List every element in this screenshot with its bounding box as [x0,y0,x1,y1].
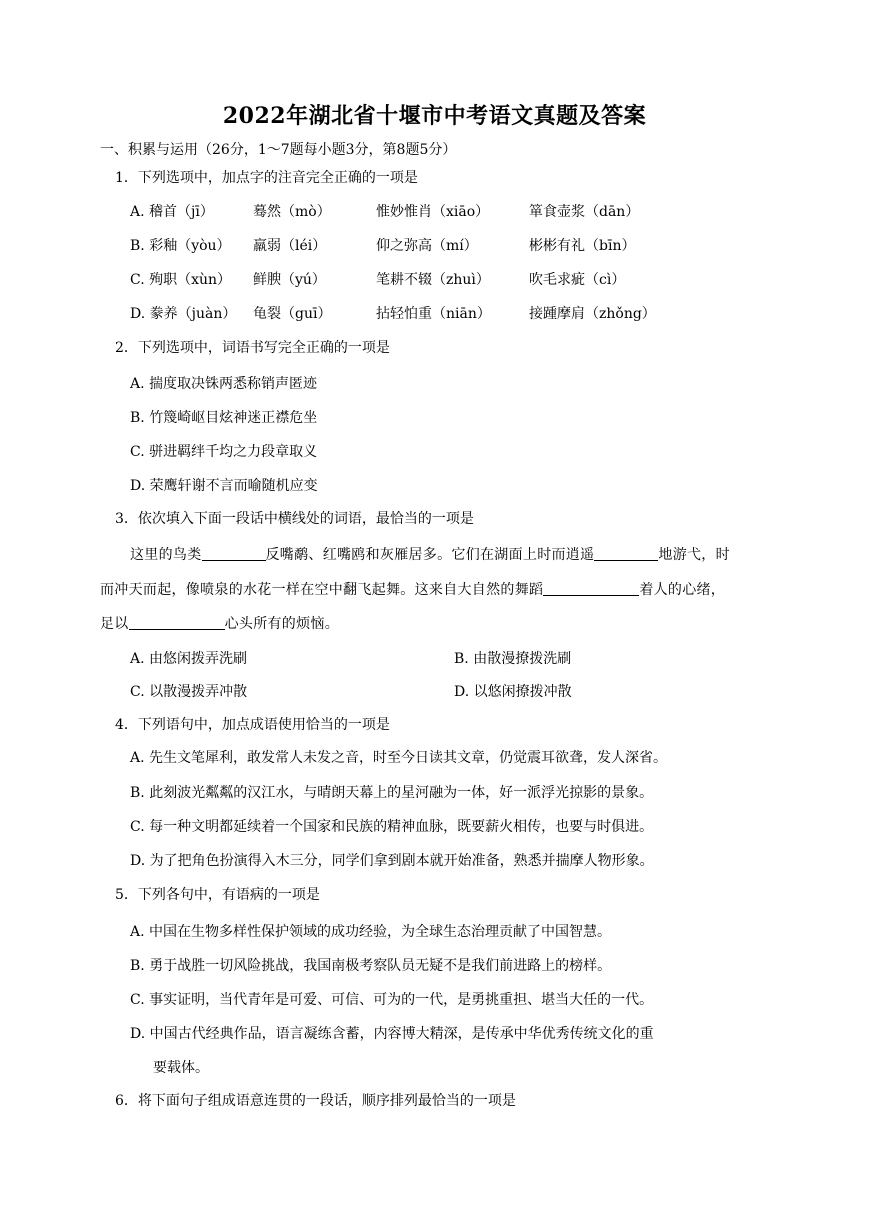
question-4-option-c: C. 每一种文明都延续着一个国家和民族的精神血脉，既要薪火相传，也要与时俱进。 [130,819,654,835]
question-3-passage-line-1 [130,543,730,567]
q3-text-2b: 着人的心绪， [639,582,726,598]
question-2-option-d: D. 荣鹰轩谢不言而喻随机应变 [130,478,318,494]
q3-text-3a: 足以 [100,616,129,632]
question-4-option-d: D. 为了把角色扮演得入木三分，同学们拿到剧本就开始准备，熟悉并揣摩人物形象。 [130,853,654,869]
q3-blank-1 [202,544,266,561]
page-title: 2022年湖北省十堰市中考语文真题及答案 [222,103,647,129]
question-3-stem: 3．依次填入下面一段话中横线处的词语，最恰当的一项是 [115,511,474,527]
question-4-option-a: A. 先生文笔犀利，敢发常人未发之音，时至今日读其文章，仍觉震耳欲聋，发人深省。 [130,750,668,766]
q1-c-item-4: 吹毛求疵（cì） [529,272,626,288]
question-4-stem: 4．下列语句中，加点成语使用恰当的一项是 [115,717,390,733]
q1-a-item-4: 箪食壶浆（dān） [529,204,640,220]
q3-text-1c: 地游弋，时 [658,547,730,563]
question-3-option-b: B. 由散漫撩拨洗刷 [454,651,572,667]
q1-d-item-1: D. 豢养（juàn） [130,306,237,322]
question-3-option-d: D. 以悠闲撩拨冲散 [454,684,572,700]
question-5-option-d-continued: 要载体。 [153,1060,209,1076]
q3-blank-3 [543,579,639,596]
q1-a-item-1: A. 稽首（jī） [130,204,214,220]
q1-c-item-2: 鲜腴（yú） [253,272,326,288]
q3-blank-4 [129,613,225,630]
q3-text-1b: 反嘴鹬、红嘴鸥和灰雁居多。它们在湖面上时而逍遥 [265,547,595,563]
q1-d-item-3: 拈轻怕重（niān） [376,306,491,322]
q1-c-item-3: 笔耕不辍（zhuì） [376,272,490,288]
q1-b-item-4: 彬彬有礼（bīn） [529,238,636,254]
q1-d-item-2: 龟裂（guī） [253,306,332,322]
question-6-stem: 6．将下面句子组成语意连贯的一段话，顺序排列最恰当的一项是 [115,1093,516,1109]
question-3-option-a: A. 由悠闲拨弄洗刷 [130,651,248,667]
section-heading: 一、积累与运用（26分，1～7题每小题3分，第8题5分） [100,142,457,158]
question-5-option-d: D. 中国古代经典作品，语言凝练含蓄，内容博大精深，是传承中华优秀传统文化的重 [130,1026,654,1042]
question-2-stem: 2．下列选项中，词语书写完全正确的一项是 [115,340,390,356]
question-5-option-a: A. 中国在生物多样性保护领域的成功经验，为全球生态治理贡献了中国智慧。 [130,924,612,940]
question-3-passage-line-2 [100,578,725,602]
q1-d-item-4: 接踵摩肩（zhǒng） [529,306,656,322]
q1-b-item-2: 羸弱（léi） [253,238,327,254]
q3-text-1a: 这里的鸟类 [130,547,202,563]
question-1-stem: 1．下列选项中，加点字的注音完全正确的一项是 [115,170,418,186]
question-2-option-b: B. 竹篾崎岖目炫神迷正襟危坐 [130,410,318,426]
q3-text-3b: 心头所有的烦恼。 [224,616,340,632]
question-2-option-c: C. 骈进羁绊千均之力段章取义 [130,444,318,460]
q1-c-item-1: C. 殉职（xùn） [130,272,232,288]
question-3-option-c: C. 以散漫拨弄冲散 [130,684,248,700]
q3-blank-2 [594,544,658,561]
question-2-option-a: A. 揣度取决铢两悉称销声匿迹 [130,376,318,392]
question-5-stem: 5．下列各句中，有语病的一项是 [115,887,320,903]
q1-a-item-2: 蓦然（mò） [253,204,331,220]
question-4-option-b: B. 此刻波光粼粼的汉江水，与晴朗天幕上的星河融为一体，好一派浮光掠影的景象。 [130,785,654,801]
question-5-option-b: B. 勇于战胜一切风险挑战，我国南极考察队员无疑不是我们前进路上的榜样。 [130,958,612,974]
q3-text-2a: 而冲天而起，像喷泉的水花一样在空中翻飞起舞。这来自大自然的舞蹈 [100,582,544,598]
question-3-passage-line-3 [100,612,339,636]
q1-b-item-3: 仰之弥高（mí） [376,238,478,254]
q1-a-item-3: 惟妙惟肖（xiāo） [376,204,490,220]
q1-b-item-1: B. 彩釉（yòu） [130,238,231,254]
question-5-option-c: C. 事实证明，当代青年是可爱、可信、可为的一代，是勇挑重担、堪当大任的一代。 [130,992,654,1008]
